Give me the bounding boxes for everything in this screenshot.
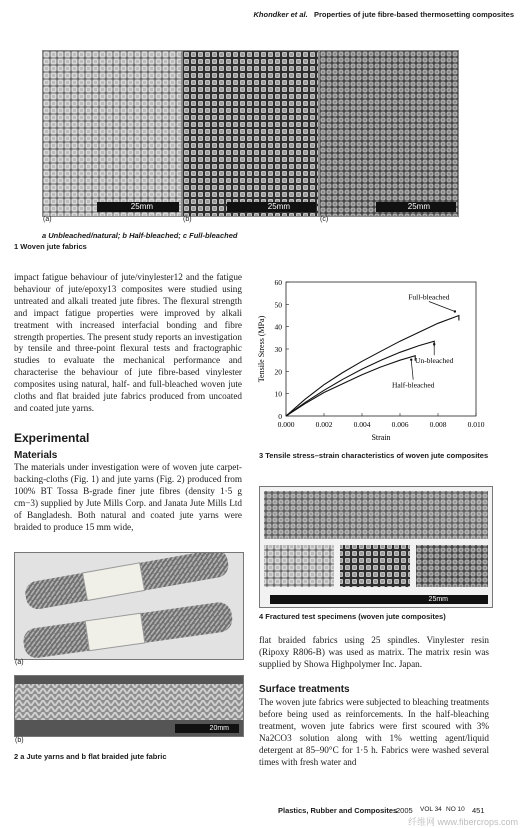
y-tick-label: 60	[274, 278, 282, 287]
x-tick-label: 0.004	[353, 420, 371, 429]
scale-bar-c: 25mm	[376, 202, 456, 212]
x-tick-label: 0.002	[315, 420, 333, 429]
fig4-caption: 4 Fractured test specimens (woven jute composites)	[259, 612, 446, 621]
running-header	[254, 10, 515, 19]
x-tick-label: 0.000	[277, 420, 295, 429]
footer-year: 2005	[396, 806, 413, 815]
y-tick-label: 10	[274, 389, 282, 399]
fig2-caption: 2 a Jute yarns and b flat braided jute fabric	[14, 752, 167, 761]
fabric-panel-c	[319, 50, 459, 217]
heading-surface-treatments: Surface treatments	[259, 684, 350, 695]
footer-page: 451	[472, 806, 485, 815]
fabric-panel-a	[42, 50, 182, 217]
fabric-image-b	[183, 51, 318, 216]
fig2-scale-bar: 20mm	[175, 724, 239, 733]
left-column-text	[14, 272, 242, 415]
footer-volume: VOL 34	[420, 806, 442, 813]
heading-materials: Materials	[14, 450, 58, 461]
series-arrowhead-0	[454, 310, 456, 312]
footer-journal: Plastics, Rubber and Composites	[278, 806, 398, 815]
series-arrowhead-1	[433, 343, 435, 345]
x-tick-label: 0.008	[429, 420, 447, 429]
y-tick-label: 30	[274, 345, 282, 354]
fig4-scale-bar: 25mm	[270, 595, 488, 604]
resin-paragraph: flat braided fabrics using 25 spindles. Vinylester resin (Ripoxy R806-B) was used as matrix. The matrix resin was supplied by Showa Highpolymer Inc. Japan.	[259, 635, 489, 669]
fig1-caption: 1 Woven jute fabrics	[14, 242, 87, 251]
series-line-0	[286, 316, 459, 417]
panel-tag-a: (a)	[43, 216, 52, 223]
y-tick-label: 50	[274, 300, 282, 310]
x-tick-label: 0.010	[467, 420, 485, 429]
intro-paragraph: impact fatigue behaviour of jute/vinylester12 and the fatigue behaviour of jute/epoxy13 composites were studied using untreated and alkali treated jute fibres. The flexural strength and impact fatigue properties were improved by alkali treatment with increased interfacial bonding and fibre strength properties. The present study reports an investigation by tensile and three-point flexural tests and fractographic studies to evaluate the mechanical performance and characterise the behaviour of jute fibre-based vinylester composites using natural, half- and full-bleached woven jute cloths and flat braided jute fabrics produced from uncoated and coated jute yarns.	[14, 272, 242, 413]
jute-yarns-photo	[14, 552, 244, 660]
header-authors: Khondker et al.	[253, 10, 308, 19]
fabric-panel-b	[182, 50, 319, 217]
braided-fabric-photo	[14, 675, 244, 737]
heading-experimental: Experimental	[14, 431, 90, 445]
series-label-1: Un-bleached	[415, 356, 454, 366]
panel-tag-c: (c)	[320, 216, 329, 223]
scale-bar-b: 25mm	[227, 202, 316, 212]
x-axis-label: Strain	[371, 433, 391, 442]
stress-strain-chart	[256, 272, 494, 450]
series-arrow-2	[411, 360, 413, 380]
fabric-image-c	[320, 51, 458, 216]
series-arrow-0	[429, 302, 455, 312]
fig2-tag-b: (b)	[15, 737, 24, 744]
watermark: 纤维网 www.fibercrops.com	[408, 817, 519, 827]
fig1-subcaption: a Unbleached/natural; b Half-bleached; c Full-bleached	[42, 231, 238, 240]
y-tick-label: 20	[274, 367, 282, 377]
fig3-caption: 3 Tensile stress–strain characteristics of woven jute composites	[259, 451, 489, 460]
y-axis-label: Tensile Stress (MPa)	[257, 315, 266, 383]
series-arrowhead-2	[410, 359, 412, 361]
y-tick-label: 0	[278, 412, 282, 421]
footer-number: NO 10	[446, 806, 465, 813]
y-tick-label: 40	[274, 322, 282, 332]
fig2-tag-a: (a)	[15, 659, 24, 666]
series-line-1	[286, 341, 434, 416]
header-title: Properties of jute fibre-based thermosetting composites	[313, 10, 514, 19]
scale-bar-a: 25mm	[97, 202, 179, 212]
series-label-0: Full-bleached	[408, 292, 450, 302]
specimens-image	[260, 487, 492, 607]
series-label-2: Half-bleached	[391, 380, 435, 390]
fabric-image-a	[43, 51, 181, 216]
surface-paragraph: The woven jute fabrics were subjected to bleaching treatments before being used as reinforcements. In the half-bleaching treatment, woven jute fabrics were first scoured with 3% Na2CO3 solution along with 1% wetting agent/liquid detergent at 85–90°C for 1·5 h. Fabrics were washed several times with fresh water and	[259, 697, 489, 767]
x-tick-label: 0.006	[391, 420, 409, 429]
fractured-specimens-photo	[259, 486, 493, 608]
panel-tag-b: (b)	[183, 216, 192, 223]
materials-paragraph: The materials under investigation were of woven jute carpet-backing-cloths (Fig. 1) and jute yarns (Fig. 2) produced from 100% BT Tossa B-grade finer jute fibres (density 1·5 g cm−3) supplied by Jute Mills Corp. and Janata Jute Mills Ltd of Bangladesh. Both natural and coated jute yarns were braided to produce 15 mm wide,	[14, 462, 242, 532]
yarn-spools-image	[15, 553, 243, 659]
